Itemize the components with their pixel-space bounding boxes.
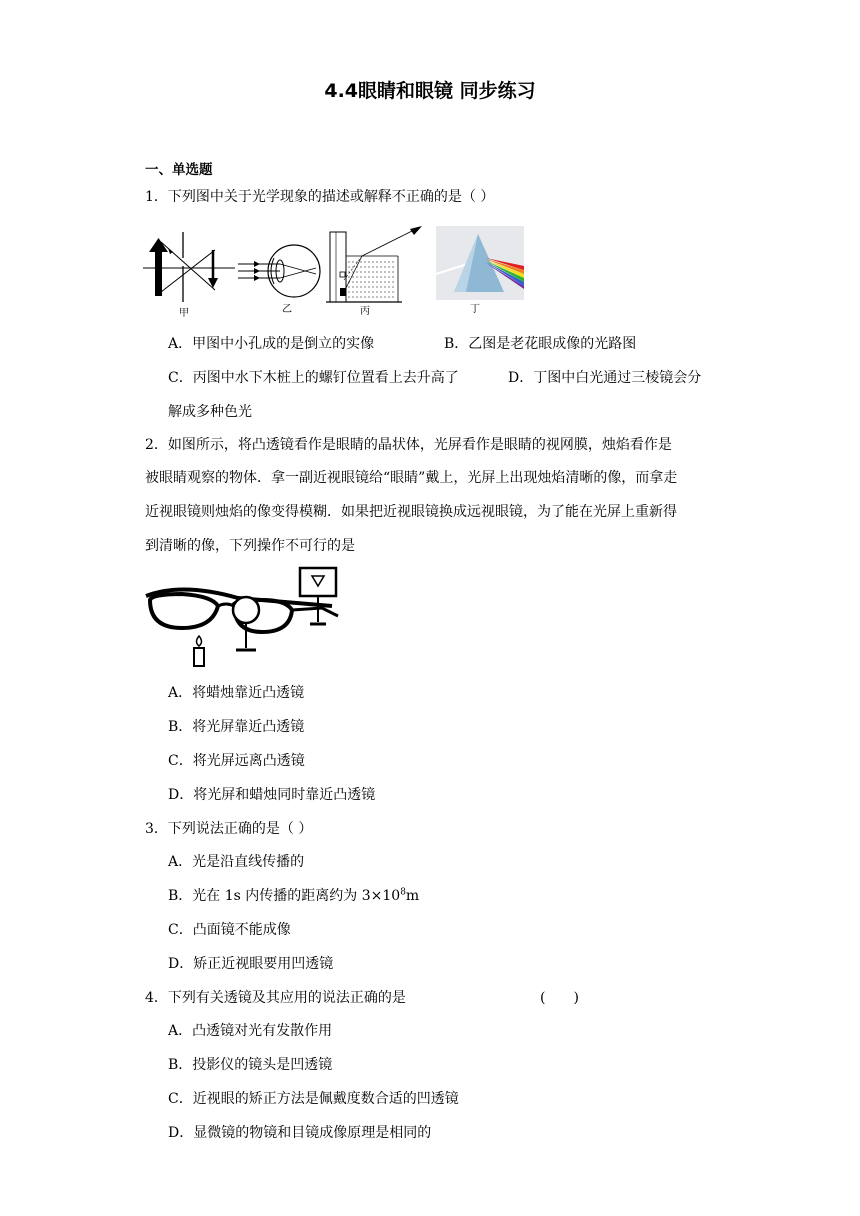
q3-option-a: A．光是沿直线传播的 — [168, 854, 305, 870]
section-heading: 一、单选题 — [145, 162, 213, 178]
question-4-paren: ( ) — [540, 990, 579, 1006]
q1-option-b: B．乙图是老花眼成像的光路图 — [444, 336, 637, 352]
q1-option-a: A．甲图中小孔成的是倒立的实像 — [168, 336, 375, 352]
q1-option-d-cont: 解成多种色光 — [168, 404, 252, 420]
q3-option-c: C．凸面镜不能成像 — [168, 922, 291, 938]
figure-water-bing — [326, 222, 426, 317]
q2-option-b: B．将光屏靠近凸透镜 — [168, 719, 305, 735]
question-1-stem: 1．下列图中关于光学现象的描述或解释不正确的是（ ） — [145, 189, 495, 205]
question-2-line1: 2．如图所示，将凸透镜看作是眼睛的晶状体，光屏看作是眼睛的视网膜，烛焰看作是 — [145, 437, 672, 453]
q2-option-d: D．将光屏和蜡烛同时靠近凸透镜 — [168, 787, 376, 803]
caption-bing: 丙 — [360, 306, 370, 317]
q2-option-a: A．将蜡烛靠近凸透镜 — [168, 685, 305, 701]
figure-prism-ding — [436, 226, 524, 315]
figure-eye-yi — [238, 238, 322, 315]
caption-ding: 丁 — [470, 304, 480, 315]
q3-option-b — [168, 885, 419, 905]
q3-option-d: D．矫正近视眼要用凹透镜 — [168, 956, 334, 972]
question-2-line4: 到清晰的像，下列操作不可行的是 — [145, 538, 355, 554]
question-3-stem: 3．下列说法正确的是（ ） — [145, 821, 313, 837]
q1-option-d: D．丁图中白光通过三棱镜会分 — [508, 370, 702, 386]
question-2-line2: 被眼睛观察的物体．拿一副近视眼镜给“眼睛”戴上，光屏上出现烛焰清晰的像，而拿走 — [145, 470, 678, 486]
question-4-stem: 4．下列有关透镜及其应用的说法正确的是 — [145, 990, 406, 1006]
figure-glasses-experiment — [142, 562, 342, 670]
q3-option-b-unit: m — [405, 888, 420, 904]
q3-option-b-exponent: 8 — [400, 887, 406, 898]
q4-option-b: B．投影仪的镜头是凹透镜 — [168, 1057, 333, 1073]
q4-option-a: A．凸透镜对光有发散作用 — [168, 1023, 333, 1039]
q1-option-c: C．丙图中水下木桩上的螺钉位置看上去升高了 — [168, 370, 459, 386]
q3-option-b-text: B．光在 1s 内传播的距离约为 3×10 — [168, 888, 401, 904]
question-2-line3: 近视眼镜则烛焰的像变得模糊．如果把近视眼镜换成远视眼镜，为了能在光屏上重新得 — [145, 504, 677, 520]
caption-jia: 甲 — [179, 308, 189, 319]
figure-pinhole-jia — [143, 228, 235, 319]
page-title: 4.4眼睛和眼镜 同步练习 — [324, 80, 536, 102]
q2-option-c: C．将光屏远离凸透镜 — [168, 753, 305, 769]
caption-yi: 乙 — [282, 304, 292, 315]
q4-option-d: D．显微镜的物镜和目镜成像原理是相同的 — [168, 1125, 432, 1141]
q4-option-c: C．近视眼的矫正方法是佩戴度数合适的凹透镜 — [168, 1091, 459, 1107]
